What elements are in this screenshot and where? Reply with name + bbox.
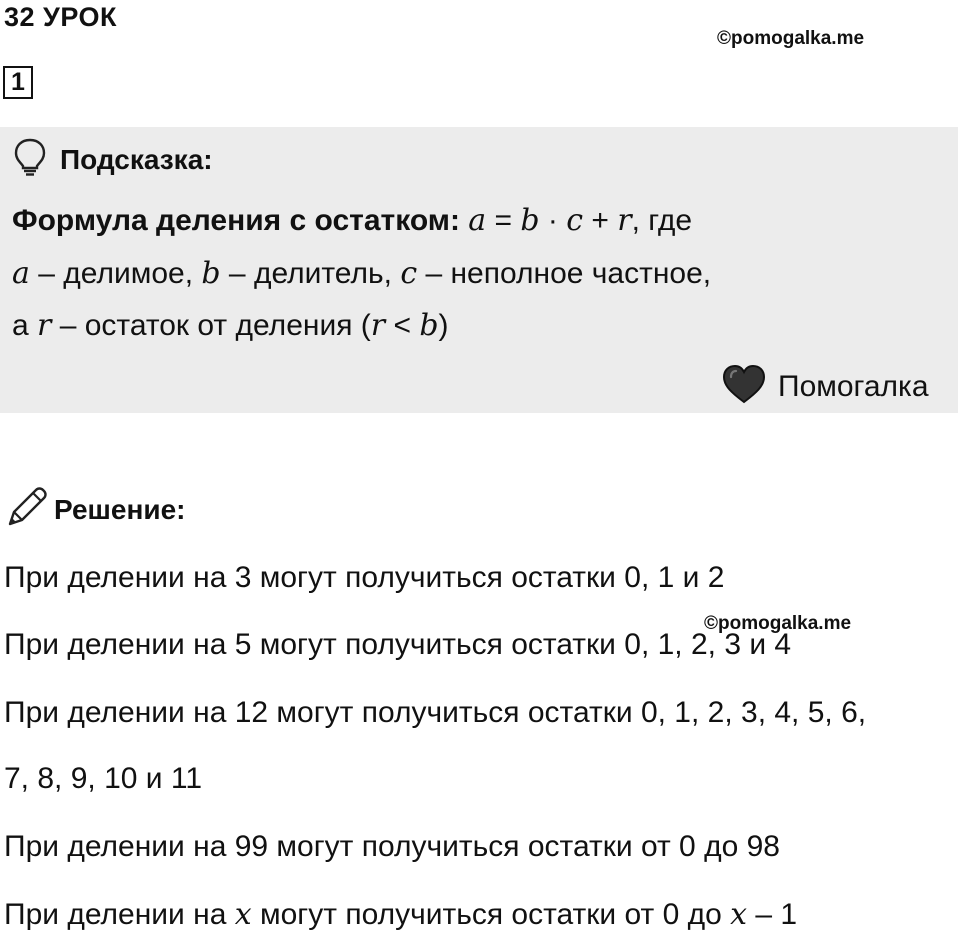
formula-var-r: r — [617, 203, 632, 238]
solution-line-3: При делении на 12 могут получиться остатки 0, 1, 2, 3, 4, 5, 6, — [4, 696, 867, 729]
rem-text-2: – остаток от деления ( — [51, 309, 371, 342]
rem-text-1: а — [12, 309, 38, 342]
hint-formula-line — [12, 203, 692, 238]
solution-line-1: При делении на 3 могут получиться остатки 0, 1 и 2 — [4, 561, 725, 594]
solution-line-5: При делении на 99 могут получиться остатки от 0 до 98 — [4, 830, 780, 863]
pencil-icon — [6, 486, 48, 533]
line6-text-1: При делении на — [4, 898, 235, 931]
formula-eq: = — [486, 204, 521, 237]
formula-var-a: a — [468, 203, 487, 238]
line6-var-x: x — [234, 897, 252, 932]
brand — [722, 364, 929, 409]
task-number-box — [3, 66, 33, 99]
formula-var-c: c — [566, 203, 584, 238]
rem-lt: < — [385, 309, 420, 342]
solution-line-2: При делении на 5 могут получиться остатки 0, 1, 2, 3 и 4 — [4, 628, 792, 661]
formula-label: Формула деления с остатком: — [12, 204, 460, 237]
rem-var-r: r — [37, 308, 52, 343]
solution-line-4: 7, 8, 9, 10 и 11 — [4, 762, 203, 795]
heart-icon — [722, 364, 766, 409]
line6-var-x2: x — [730, 897, 748, 932]
solution-header — [6, 486, 185, 533]
hint-title: Подсказка: — [60, 143, 213, 175]
rem-var-b: b — [419, 308, 439, 343]
def-var-b: b — [201, 256, 221, 291]
lesson-title: 32 УРОК — [4, 2, 117, 32]
def-text-3: – неполное частное, — [417, 257, 712, 290]
watermark-middle: ©pomogalka.me — [704, 613, 852, 634]
brand-label: Помогалка — [778, 369, 929, 403]
task-number: 1 — [11, 68, 25, 96]
watermark-top: ©pomogalka.me — [717, 28, 865, 49]
line6-text-3: – 1 — [747, 898, 798, 931]
solution-line-6 — [4, 897, 797, 932]
line6-text-2: могут получиться остатки от 0 до — [251, 898, 731, 931]
def-var-a: a — [12, 256, 30, 291]
hint-header — [14, 138, 213, 181]
formula-plus: + — [583, 204, 618, 237]
rem-close: ) — [438, 309, 449, 342]
formula-var-b: b — [520, 203, 540, 238]
def-text-2: – делитель, — [220, 257, 401, 290]
rem-var-r2: r — [370, 308, 386, 343]
solution-title: Решение: — [54, 493, 186, 525]
formula-tail: , где — [631, 204, 693, 237]
lightbulb-icon — [14, 138, 46, 181]
def-var-c: c — [400, 256, 418, 291]
hint-remainder-line — [12, 308, 449, 343]
def-text-1: – делимое, — [29, 257, 202, 290]
hint-definitions-line — [12, 256, 711, 291]
formula-dot: · — [539, 204, 567, 237]
